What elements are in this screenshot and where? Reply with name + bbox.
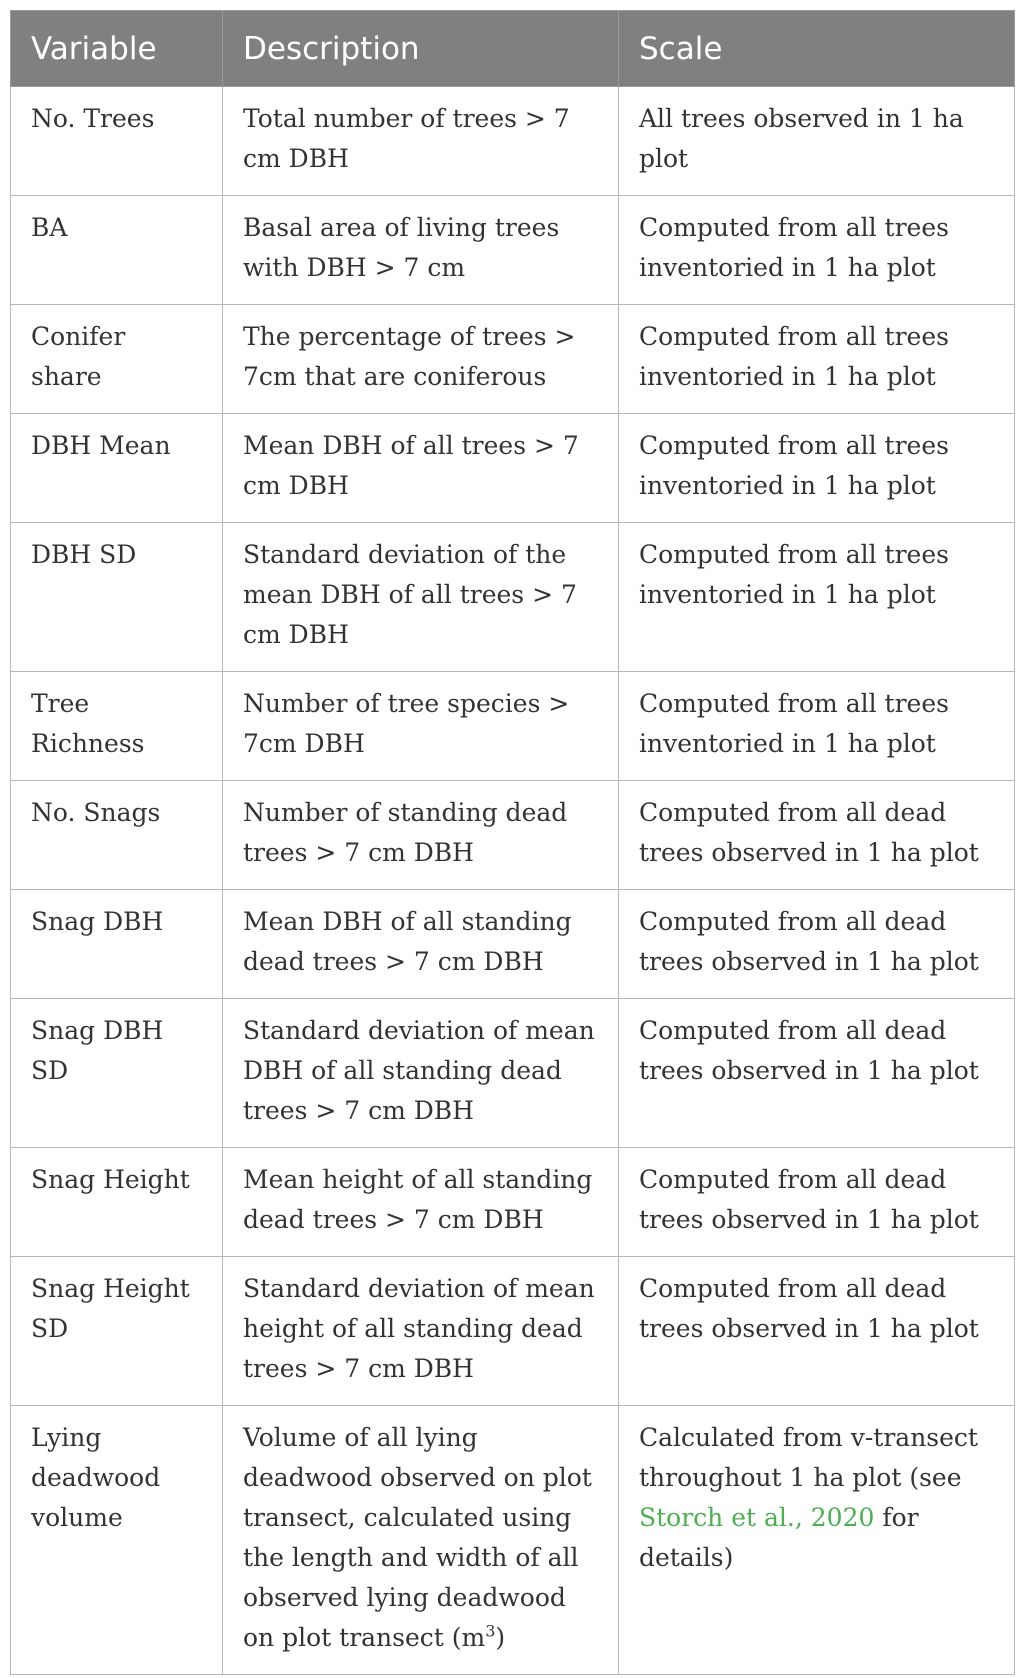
cell-variable: Snag Height: [11, 1148, 223, 1257]
citation-link[interactable]: Storch et al., 2020: [639, 1503, 875, 1532]
cell-scale: [619, 1406, 1015, 1675]
table-row: [11, 196, 1015, 305]
cell-variable: Snag Height SD: [11, 1257, 223, 1406]
table-row: [11, 781, 1015, 890]
table-row: [11, 87, 1015, 196]
description-closing: ): [495, 1623, 506, 1652]
cell-description: Standard deviation of mean DBH of all standing dead trees > 7 cm DBH: [223, 999, 619, 1148]
table-row: [11, 523, 1015, 672]
cell-scale: Computed from all trees inventoried in 1 ha plot: [619, 305, 1015, 414]
cell-variable: DBH Mean: [11, 414, 223, 523]
description-text: Volume of all lying deadwood observed on plot transect, calculated using the length and width of all observed lying deadwood on plot transect (m: [243, 1423, 592, 1652]
cell-variable: No. Snags: [11, 781, 223, 890]
cell-variable: Snag DBH: [11, 890, 223, 999]
table-body: [11, 87, 1015, 1675]
cell-description: Standard deviation of mean height of all standing dead trees > 7 cm DBH: [223, 1257, 619, 1406]
header-description: Description: [223, 11, 619, 87]
cell-description: Basal area of living trees with DBH > 7 cm: [223, 196, 619, 305]
cell-description: Number of standing dead trees > 7 cm DBH: [223, 781, 619, 890]
cell-description: Number of tree species > 7cm DBH: [223, 672, 619, 781]
table-row: [11, 414, 1015, 523]
scale-text-prefix: Calculated from v-transect throughout 1 ha plot (see: [639, 1423, 978, 1492]
cell-scale: Computed from all trees inventoried in 1 ha plot: [619, 414, 1015, 523]
cell-description: The percentage of trees > 7cm that are coniferous: [223, 305, 619, 414]
table-row: [11, 999, 1015, 1148]
cell-scale: Computed from all dead trees observed in 1 ha plot: [619, 1148, 1015, 1257]
table-row: [11, 305, 1015, 414]
cell-variable: Lying deadwood volume: [11, 1406, 223, 1675]
cell-description: Total number of trees > 7 cm DBH: [223, 87, 619, 196]
variables-table: [10, 10, 1015, 1675]
data-table-container: [10, 10, 1014, 1675]
table-header: [11, 11, 1015, 87]
table-row-last: [11, 1406, 1015, 1675]
cell-variable: DBH SD: [11, 523, 223, 672]
table-row: [11, 1148, 1015, 1257]
cell-variable: BA: [11, 196, 223, 305]
cell-description: Mean DBH of all standing dead trees > 7 cm DBH: [223, 890, 619, 999]
header-scale: Scale: [619, 11, 1015, 87]
table-row: [11, 890, 1015, 999]
scale-text-suffix: for details): [639, 1503, 919, 1572]
cell-scale: Computed from all dead trees observed in 1 ha plot: [619, 999, 1015, 1148]
cell-scale: Computed from all dead trees observed in 1 ha plot: [619, 890, 1015, 999]
cell-variable: Snag DBH SD: [11, 999, 223, 1148]
cell-variable: Conifer share: [11, 305, 223, 414]
cell-scale: Computed from all trees inventoried in 1 ha plot: [619, 196, 1015, 305]
table-row: [11, 672, 1015, 781]
cell-scale: Computed from all trees inventoried in 1 ha plot: [619, 523, 1015, 672]
header-variable: Variable: [11, 11, 223, 87]
cell-scale: Computed from all trees inventoried in 1 ha plot: [619, 672, 1015, 781]
cell-description: Mean height of all standing dead trees > 7 cm DBH: [223, 1148, 619, 1257]
cell-scale: All trees observed in 1 ha plot: [619, 87, 1015, 196]
cell-variable: Tree Richness: [11, 672, 223, 781]
superscript-unit: 3: [485, 1621, 496, 1641]
cell-scale: Computed from all dead trees observed in 1 ha plot: [619, 781, 1015, 890]
cell-variable: No. Trees: [11, 87, 223, 196]
table-row: [11, 1257, 1015, 1406]
header-row: [11, 11, 1015, 87]
cell-description: Standard deviation of the mean DBH of all trees > 7 cm DBH: [223, 523, 619, 672]
cell-description: Mean DBH of all trees > 7 cm DBH: [223, 414, 619, 523]
cell-scale: Computed from all dead trees observed in 1 ha plot: [619, 1257, 1015, 1406]
cell-description: [223, 1406, 619, 1675]
